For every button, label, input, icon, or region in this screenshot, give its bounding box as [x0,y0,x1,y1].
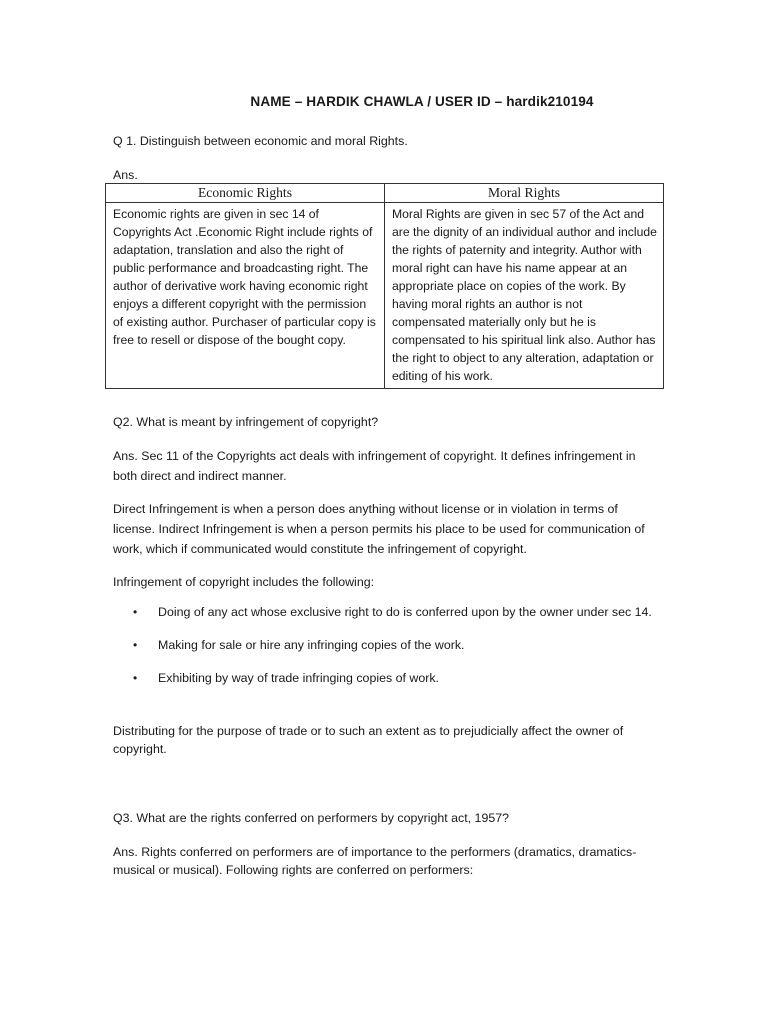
infringement-list [113,602,658,701]
list-item [113,635,658,655]
bullet-icon: • [133,638,138,652]
list-item [113,602,658,622]
q1-ans-label: Ans. [113,168,138,182]
q2-paragraph-1: Ans. Sec 11 of the Copyrights act deals with infringement of copyright. It defines infringement in both direct and indirect manner. [113,449,636,483]
q3-paragraph-1: Ans. Rights conferred on performers are of importance to the performers (dramatics, dramatics-musical or musical). Following rights are conferred on performers: [113,845,637,877]
economic-rights-header: Economic Rights [106,184,385,203]
table-header-row [106,184,664,203]
q2-question: Q2. What is meant by infringement of copyright? [113,415,379,429]
list-item-text: Making for sale or hire any infringing copies of the work. [158,638,465,652]
economic-rights-cell: Economic rights are given in sec 14 of Copyrights Act .Economic Right include rights of adaptation, translation and also the right of public performance and broadcasting right. The author of derivative work having economic right enjoys a different copyright with the permission of existing author. Purchaser of particular copy is free to resell or dispose of the bought copy. [106,203,385,389]
q2-paragraph-4: Distributing for the purpose of trade or to such an extent as to prejudicially affect the owner of copyright. [113,724,624,756]
list-item [113,668,658,688]
moral-rights-cell: Moral Rights are given in sec 57 of the Act and are the dignity of an individual author and include the rights of paternity and integrity. Author with moral right can have his name appear at an appropriate place on copies of the work. By having moral rights an author is not compensated materially only but he is compensated to his spiritual link also. Author has the right to object to any alteration, adaptation or editing of his work. [385,203,664,389]
q1-question: Q 1. Distinguish between economic and moral Rights. [113,134,408,148]
moral-rights-header: Moral Rights [385,184,664,203]
bullet-icon: • [133,671,138,685]
rights-comparison-table [105,183,664,389]
q2-paragraph-2: Direct Infringement is when a person does anything without license or in violation in terms of license. Indirect Infringement is when a person permits his place to be used for communication of work, which if communicated would constitute the infringement of copyright. [113,502,645,556]
page-title: NAME – HARDIK CHAWLA / USER ID – hardik210194 [250,94,594,109]
list-item-text: Exhibiting by way of trade infringing copies of work. [158,671,439,685]
q3-question: Q3. What are the rights conferred on performers by copyright act, 1957? [113,811,510,825]
list-item-text: Doing of any act whose exclusive right to do is conferred upon by the owner under sec 14. [158,605,652,619]
q2-paragraph-3: Infringement of copyright includes the following: [113,575,375,589]
table-row [106,203,664,389]
bullet-icon: • [133,605,138,619]
